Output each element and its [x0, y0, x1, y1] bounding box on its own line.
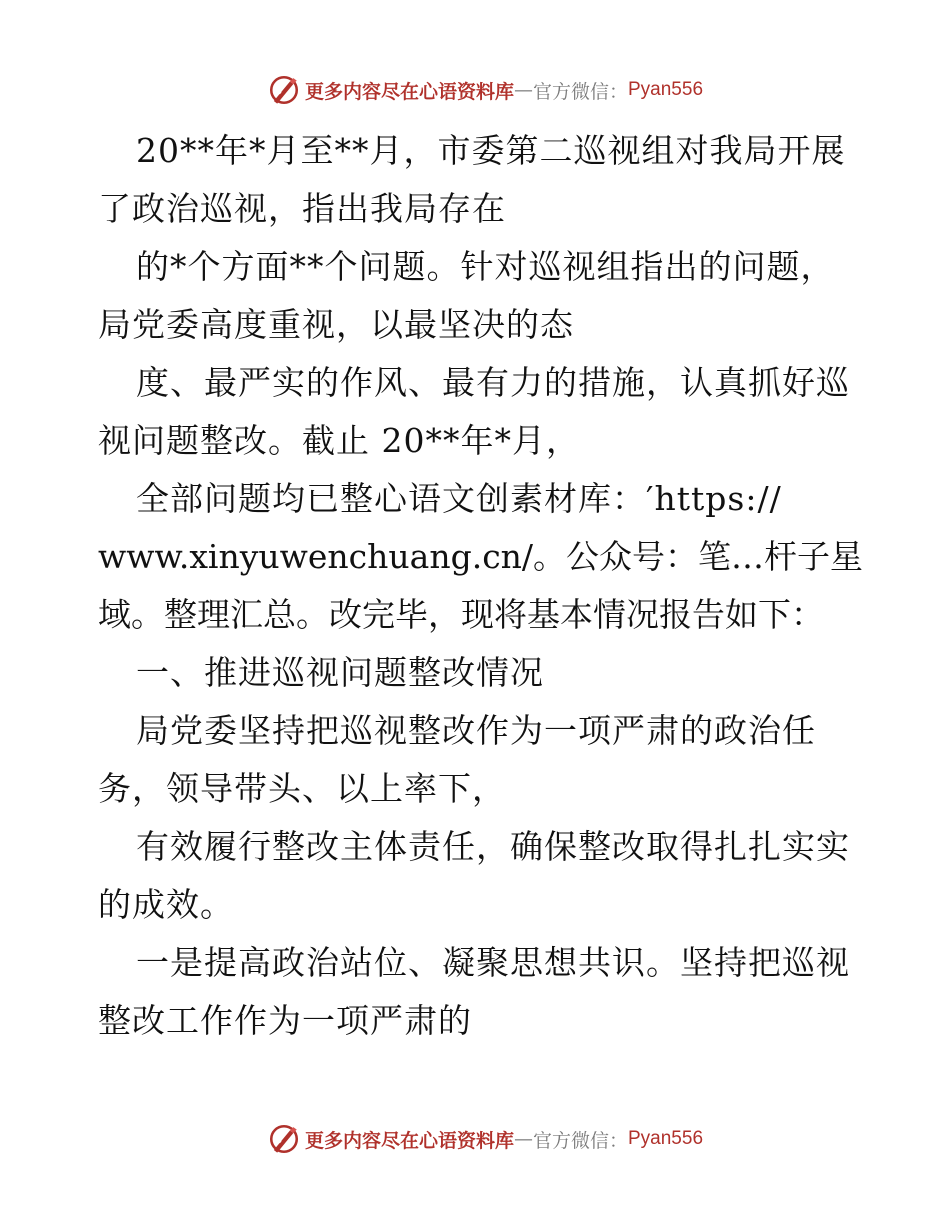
header-banner-id: Pyan556 — [628, 79, 704, 100]
body-line-8: www.xinyuwenchuang.cn/。公众号：笔…杆子星 — [98, 537, 864, 576]
body-line-15: 一是提高政治站位、凝聚思想共识。坚持把巡视 — [136, 943, 850, 982]
footer-banner-dash: — — [513, 1128, 533, 1150]
header-banner-content — [267, 73, 703, 107]
body-line-7: 全部问题均已整心语文创素材库：′https:// — [136, 479, 782, 518]
body-line-16: 整改工作作为一项严肃的 — [98, 1001, 472, 1040]
body-line-6: 视问题整改。截止 20**年*月， — [98, 421, 580, 460]
footer-banner-id: Pyan556 — [628, 1128, 704, 1149]
header-banner-dash: — — [513, 79, 533, 101]
body-line-5: 度、最严实的作风、最有力的措施，认真抓好巡 — [136, 363, 850, 402]
document-body — [98, 122, 864, 1050]
footer-banner — [0, 1119, 950, 1159]
body-line-3: 的*个方面**个问题。针对巡视组指出的问题， — [136, 247, 835, 286]
body-line-14: 的成效。 — [98, 885, 234, 924]
pen-circle-logo-icon — [267, 1122, 301, 1156]
body-line-11: 局党委坚持把巡视整改作为一项严肃的政治任 — [136, 711, 816, 750]
header-banner — [0, 70, 950, 110]
section-heading-1: 一、推进巡视问题整改情况 — [136, 653, 544, 692]
body-line-4: 局党委高度重视，以最坚决的态 — [98, 305, 574, 344]
body-line-1: 20**年*月至**月，市委第二巡视组对我局开展 — [136, 131, 846, 170]
body-line-2: 了政治巡视，指出我局存在 — [98, 189, 506, 228]
body-line-12: 务，领导带头、以上率下， — [98, 769, 506, 808]
footer-banner-main: 更多内容尽在心语资料库 — [304, 1129, 514, 1152]
body-line-13: 有效履行整改主体责任，确保整改取得扎扎实实 — [136, 827, 850, 866]
pen-circle-logo-icon — [267, 73, 301, 107]
body-line-9: 域。整理汇总。改完毕，现将基本情况报告如下： — [98, 595, 824, 634]
header-banner-sub: 官方微信： — [532, 80, 628, 103]
footer-banner-sub: 官方微信： — [532, 1129, 628, 1152]
footer-banner-content — [267, 1122, 703, 1156]
header-banner-main: 更多内容尽在心语资料库 — [304, 80, 514, 103]
